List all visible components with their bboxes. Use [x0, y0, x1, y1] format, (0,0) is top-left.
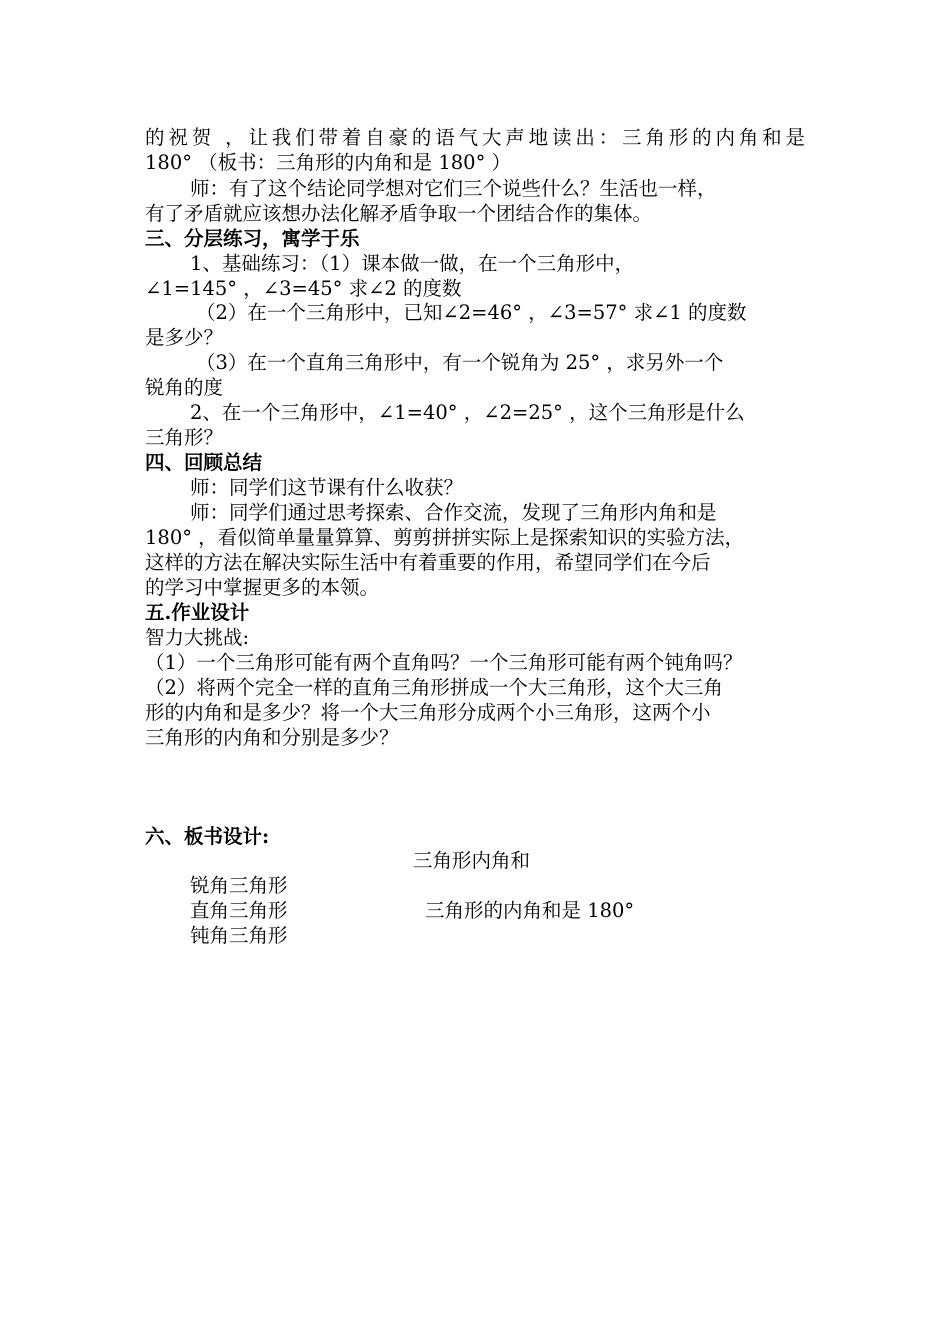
paragraph-line: 的祝贺 ，让我们带着自豪的语气大声地读出：三角形的内角和是: [145, 126, 805, 149]
paragraph-line: 形的内角和是多少？将一个大三角形分成两个小三角形，这两个小: [145, 701, 711, 724]
section-heading-5: 五.作业设计: [145, 601, 250, 624]
paragraph-line: 180° （板书：三角形的内角和是 180° ）: [145, 151, 512, 174]
paragraph-line: ∠1=145° ，∠3=45° 求∠2 的度数: [145, 277, 462, 300]
paragraph-line: 有了矛盾就应该想办法化解矛盾争取一个团结合作的集体。: [145, 202, 653, 225]
paragraph-line: （1）一个三角形可能有两个直角吗？一个三角形可能有两个钝角吗？: [145, 651, 743, 674]
paragraph-line: 师：有了这个结论同学想对它们三个说些什么？生活也一样，: [190, 177, 717, 200]
paragraph-line: （3）在一个直角三角形中，有一个锐角为 25° ，求另外一个: [196, 351, 724, 374]
board-title: 三角形内角和: [413, 849, 531, 872]
board-obtuse: 钝角三角形: [190, 924, 288, 947]
paragraph-line: 这样的方法在解决实际生活中有着重要的作用，希望同学们在今后: [145, 551, 711, 574]
paragraph-line: 师：同学们这节课有什么收获？: [190, 476, 464, 499]
board-acute: 锐角三角形: [190, 874, 288, 897]
paragraph-line: 师：同学们通过思考探索、合作交流，发现了三角形内角和是: [190, 501, 717, 524]
section-heading-4: 四、回顾总结: [145, 451, 263, 474]
board-right: 直角三角形: [190, 899, 288, 922]
paragraph-line: 1、基础练习：（1）课本做一做，在一个三角形中，: [190, 252, 635, 275]
paragraph-line: 的学习中掌握更多的本领。: [145, 576, 380, 599]
section-heading-6: 六、板书设计:: [145, 825, 270, 848]
paragraph-line: 2、在一个三角形中，∠1=40° ，∠2=25° ，这个三角形是什么: [190, 401, 745, 424]
board-conclusion: 三角形的内角和是 180°: [425, 899, 635, 922]
paragraph-line: 三角形？: [145, 426, 224, 449]
paragraph-line: （2）将两个完全一样的直角三角形拼成一个大三角形，这个大三角: [145, 676, 723, 699]
paragraph-line: 180° ，看似简单量量算算、剪剪拼拼实际上是探索知识的实验方法，: [145, 526, 745, 549]
section-heading-3: 三、分层练习，寓学于乐: [145, 227, 360, 250]
paragraph-line: （2）在一个三角形中，已知∠2=46° ，∠3=57° 求∠1 的度数: [196, 301, 747, 324]
paragraph-line: 是多少？: [145, 326, 224, 349]
paragraph-line: 智力大挑战:: [145, 626, 250, 649]
paragraph-line: 锐角的度: [145, 376, 224, 399]
paragraph-line: 三角形的内角和分别是多少？: [145, 726, 399, 749]
